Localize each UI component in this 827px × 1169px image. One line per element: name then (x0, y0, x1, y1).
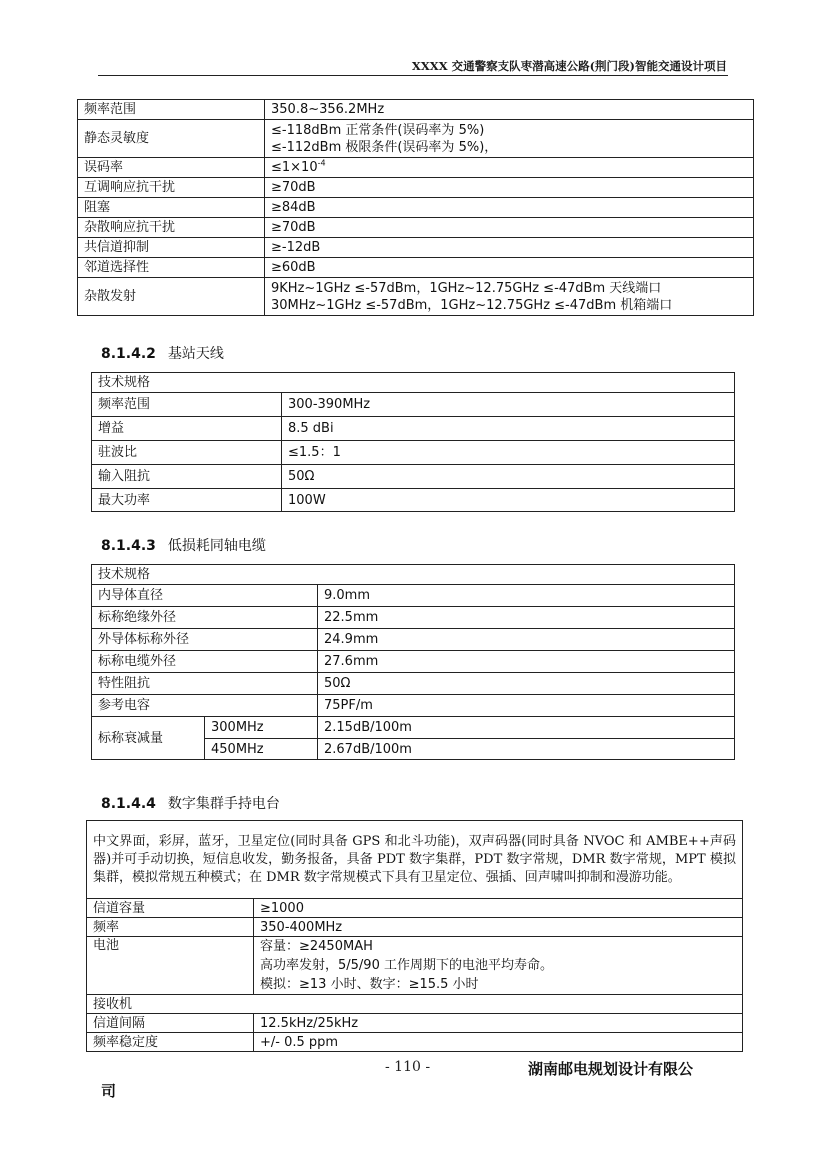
table-row (78, 100, 754, 120)
row-label: 参考电容 (92, 695, 318, 717)
table-row (78, 278, 754, 316)
section-title: 基站天线 (167, 346, 224, 362)
row-label: 杂散响应抗干扰 (78, 218, 265, 238)
row-value: 9.0mm (318, 585, 735, 607)
section-heading-handset (101, 793, 280, 813)
table-row (78, 158, 754, 178)
section-number: 8.1.4.3 (101, 538, 156, 554)
value-exponent: -4 (317, 158, 326, 168)
row-value: 50Ω (282, 465, 735, 489)
row-label: 信道容量 (87, 899, 254, 918)
antenna-spec-table (91, 372, 735, 512)
row-label: 邻道选择性 (78, 258, 265, 278)
table-row (92, 695, 735, 717)
value-line: 模拟：≥13 小时、数字：≥15.5 小时 (260, 977, 479, 992)
table-row (78, 120, 754, 158)
row-value: ≤1.5：1 (282, 441, 735, 465)
intro-row (87, 821, 743, 899)
section-title: 低损耗同轴电缆 (167, 538, 266, 554)
row-value: ≥70dB (265, 178, 754, 198)
row-value (265, 278, 754, 316)
row-value: +/- 0.5 ppm (254, 1033, 743, 1052)
header-divider (98, 75, 728, 76)
row-label: 增益 (92, 417, 282, 441)
row-label: 频率范围 (92, 393, 282, 417)
table-row (87, 1033, 743, 1052)
header-title: XXXX 交通警察支队枣潜高速公路(荆门段)智能交通设计项目 (411, 59, 727, 73)
row-value: ≥70dB (265, 218, 754, 238)
value-line: 9KHz~1GHz ≤-57dBm，1GHz~12.75GHz ≤-47dBm 天线端口 (271, 280, 662, 296)
table-row (92, 607, 735, 629)
table-row (87, 937, 743, 995)
table-row (78, 258, 754, 278)
table-row (78, 178, 754, 198)
cable-spec-table (91, 564, 735, 760)
row-label: 误码率 (78, 158, 265, 178)
table-row (92, 489, 735, 512)
table-row (92, 441, 735, 465)
table-row (78, 218, 754, 238)
row-label: 内导体直径 (92, 585, 318, 607)
row-sublabel: 450MHz (205, 739, 318, 760)
row-value: 300-390MHz (282, 393, 735, 417)
row-label: 标称绝缘外径 (92, 607, 318, 629)
section-number: 8.1.4.2 (101, 346, 156, 362)
table-row (92, 393, 735, 417)
section-heading-antenna (101, 343, 224, 363)
handset-spec-table (86, 820, 743, 1052)
section-title: 数字集群手持电台 (167, 796, 280, 812)
row-label: 阻塞 (78, 198, 265, 218)
row-label: 最大功率 (92, 489, 282, 512)
intro-paragraph: 中文界面，彩屏，蓝牙，卫星定位(同时具备 GPS 和北斗功能)，双声码器(同时具备 NVOC 和 AMBE++声码器)并可手动切换，短信息收发，勤务报备，具备 PDT 数字集群，PDT 数字常规，DMR 数字常规，MPT 模拟集群，模拟常规五种模式；在 DMR 数字常规模式下具有卫星定位、强插、回声啸叫抑制和漫游功能。 (87, 821, 743, 899)
section-heading-cable (101, 535, 266, 555)
row-value: 50Ω (318, 673, 735, 695)
row-label: 静态灵敏度 (78, 120, 265, 158)
table-row (87, 1014, 743, 1033)
row-label: 频率范围 (78, 100, 265, 120)
row-label: 特性阻抗 (92, 673, 318, 695)
value-line: 高功率发射，5/5/90 工作周期下的电池平均寿命。 (260, 958, 553, 973)
row-value: 24.9mm (318, 629, 735, 651)
table-row (92, 651, 735, 673)
row-value (265, 120, 754, 158)
table-header: 技术规格 (92, 565, 735, 585)
row-label: 共信道抑制 (78, 238, 265, 258)
row-value: 27.6mm (318, 651, 735, 673)
table-row (92, 717, 735, 739)
row-label: 信道间隔 (87, 1014, 254, 1033)
row-label: 标称衰减量 (92, 717, 205, 760)
receiver-spec-table (77, 99, 754, 316)
table-header-row (92, 565, 735, 585)
row-label: 频率稳定度 (87, 1033, 254, 1052)
value-line: ≤-112dBm 极限条件(误码率为 5%)， (271, 139, 498, 155)
table-row (92, 629, 735, 651)
page-number: - 110 - (385, 1059, 431, 1075)
row-value: 2.15dB/100m (318, 717, 735, 739)
receiver-header: 接收机 (87, 995, 743, 1014)
row-value: 12.5kHz/25kHz (254, 1014, 743, 1033)
table-row (87, 899, 743, 918)
section-number: 8.1.4.4 (101, 796, 156, 812)
row-value (254, 937, 743, 995)
row-label: 标称电缆外径 (92, 651, 318, 673)
row-label: 互调响应抗干扰 (78, 178, 265, 198)
row-value: 2.67dB/100m (318, 739, 735, 760)
row-value: 100W (282, 489, 735, 512)
value-base: ≤1×10 (271, 160, 318, 175)
row-value: 22.5mm (318, 607, 735, 629)
row-value: 350-400MHz (254, 918, 743, 937)
row-label: 频率 (87, 918, 254, 937)
row-label: 输入阻抗 (92, 465, 282, 489)
table-row (78, 238, 754, 258)
table-row (92, 417, 735, 441)
company-name: 湖南邮电规划设计有限公 (528, 1060, 694, 1078)
table-header-row (87, 995, 743, 1014)
table-row (92, 585, 735, 607)
table-row (87, 918, 743, 937)
value-line: ≤-118dBm 正常条件(误码率为 5%) (271, 122, 485, 138)
table-row (92, 673, 735, 695)
value-line: 容量：≥2450MAH (260, 939, 373, 954)
row-label: 外导体标称外径 (92, 629, 318, 651)
table-row (78, 198, 754, 218)
row-label: 驻波比 (92, 441, 282, 465)
company-name-continuation: 司 (101, 1082, 117, 1100)
row-label: 电池 (87, 937, 254, 995)
row-value: ≥1000 (254, 899, 743, 918)
value-line: 30MHz~1GHz ≤-57dBm，1GHz~12.75GHz ≤-47dBm 机箱端口 (271, 297, 673, 313)
row-value: ≥84dB (265, 198, 754, 218)
row-label: 杂散发射 (78, 278, 265, 316)
row-value: ≥60dB (265, 258, 754, 278)
table-row (92, 465, 735, 489)
row-value: 75PF/m (318, 695, 735, 717)
row-value (265, 158, 754, 178)
row-sublabel: 300MHz (205, 717, 318, 739)
table-header: 技术规格 (92, 373, 735, 393)
row-value: 350.8~356.2MHz (265, 100, 754, 120)
row-value: 8.5 dBi (282, 417, 735, 441)
table-header-row (92, 373, 735, 393)
row-value: ≥-12dB (265, 238, 754, 258)
